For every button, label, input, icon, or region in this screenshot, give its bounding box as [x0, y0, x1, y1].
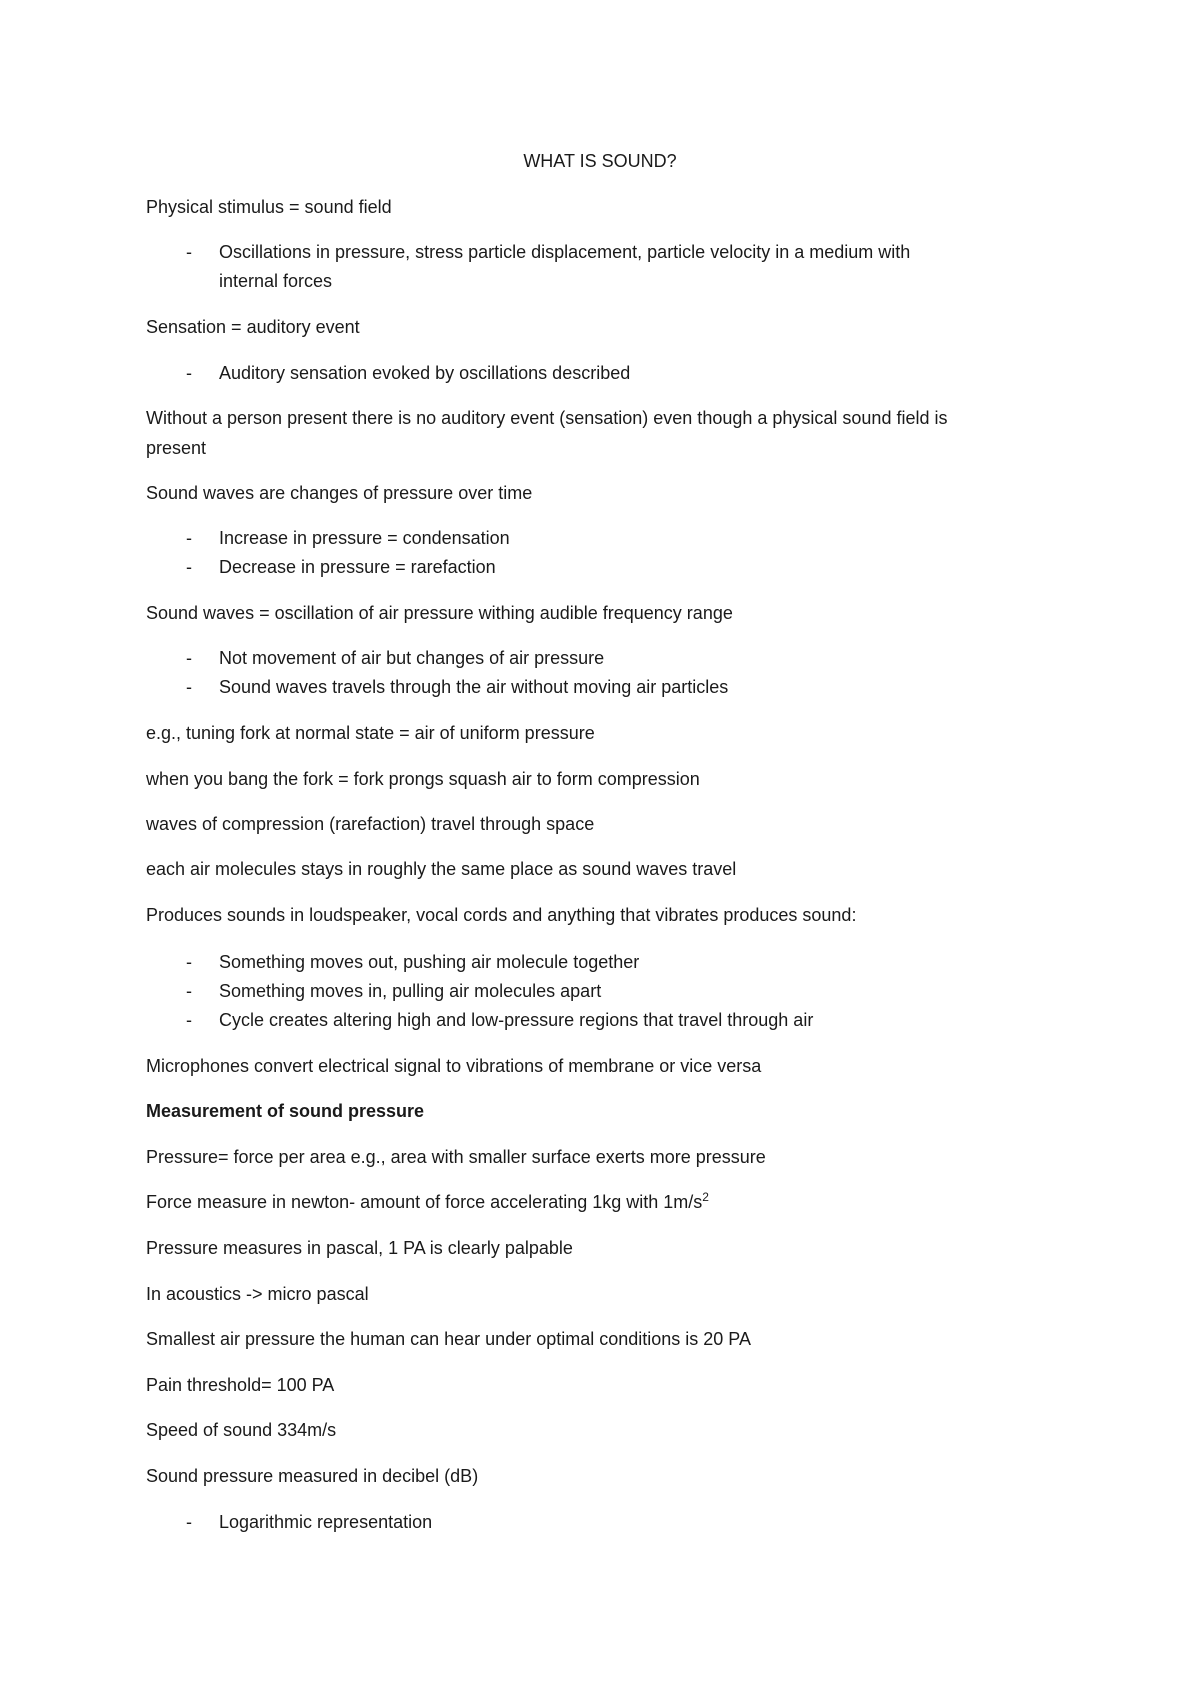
paragraph-sound-waves-changes: Sound waves are changes of pressure over time [146, 483, 533, 503]
bullet-dash: - [186, 1010, 192, 1030]
bullet-dash: - [186, 677, 192, 697]
bullet-text: Something moves out, pushing air molecule together [219, 952, 640, 972]
bullet-text: Something moves in, pulling air molecules apart [219, 981, 602, 1001]
bullet-text: Auditory sensation evoked by oscillations described [219, 363, 631, 383]
paragraph-speed-of-sound: Speed of sound 334m/s [146, 1420, 337, 1440]
paragraph-air-molecules: each air molecules stays in roughly the same place as sound waves travel [146, 859, 737, 879]
bullet-dash: - [186, 242, 192, 262]
paragraph-force-newton [146, 1191, 709, 1213]
bullet-text: Oscillations in pressure, stress particle displacement, particle velocity in a medium with [219, 242, 911, 262]
bullet-dash: - [186, 363, 192, 383]
paragraph-sound-waves-oscillation: Sound waves = oscillation of air pressure withing audible frequency range [146, 603, 733, 623]
paragraph-produces-sounds: Produces sounds in loudspeaker, vocal cords and anything that vibrates produces sound: [146, 905, 857, 925]
paragraph-pressure-definition: Pressure= force per area e.g., area with smaller surface exerts more pressure [146, 1147, 766, 1167]
paragraph-pressure-pascal: Pressure measures in pascal, 1 PA is clearly palpable [146, 1238, 573, 1258]
paragraph-sensation: Sensation = auditory event [146, 317, 360, 337]
bullet-dash: - [186, 648, 192, 668]
paragraph-acoustics-micro-pascal: In acoustics -> micro pascal [146, 1284, 369, 1304]
paragraph-physical-stimulus: Physical stimulus = sound field [146, 197, 392, 217]
bullet-dash: - [186, 981, 192, 1001]
paragraph-tuning-fork: e.g., tuning fork at normal state = air of uniform pressure [146, 723, 595, 743]
paragraph-waves-compression: waves of compression (rarefaction) travel through space [146, 814, 595, 834]
bullet-text: Decrease in pressure = rarefaction [219, 557, 496, 577]
bullet-dash: - [186, 1512, 192, 1532]
bullet-text-continuation: internal forces [219, 271, 333, 291]
bullet-text: Not movement of air but changes of air pressure [219, 648, 605, 668]
superscript-exponent: 2 [702, 1190, 709, 1204]
bullet-text: Logarithmic representation [219, 1512, 433, 1532]
paragraph-decibel: Sound pressure measured in decibel (dB) [146, 1466, 479, 1486]
paragraph-without-person: Without a person present there is no auditory event (sensation) even though a physical sound field is [146, 408, 948, 428]
bullet-dash: - [186, 952, 192, 972]
paragraph-smallest-pressure: Smallest air pressure the human can hear under optimal conditions is 20 PA [146, 1329, 751, 1349]
paragraph-without-person-continuation: present [146, 438, 207, 458]
bullet-text: Sound waves travels through the air without moving air particles [219, 677, 729, 697]
bullet-dash: - [186, 528, 192, 548]
force-newton-text: Force measure in newton- amount of force accelerating 1kg with 1m/s [146, 1192, 703, 1212]
bullet-text: Cycle creates altering high and low-pressure regions that travel through air [219, 1010, 814, 1030]
paragraph-bang-fork: when you bang the fork = fork prongs squash air to form compression [146, 769, 700, 789]
bullet-dash: - [186, 557, 192, 577]
document-title: WHAT IS SOUND? [523, 151, 677, 171]
section-heading-measurement: Measurement of sound pressure [146, 1101, 425, 1121]
paragraph-microphones: Microphones convert electrical signal to vibrations of membrane or vice versa [146, 1056, 762, 1076]
paragraph-pain-threshold: Pain threshold= 100 PA [146, 1375, 335, 1395]
bullet-text: Increase in pressure = condensation [219, 528, 510, 548]
